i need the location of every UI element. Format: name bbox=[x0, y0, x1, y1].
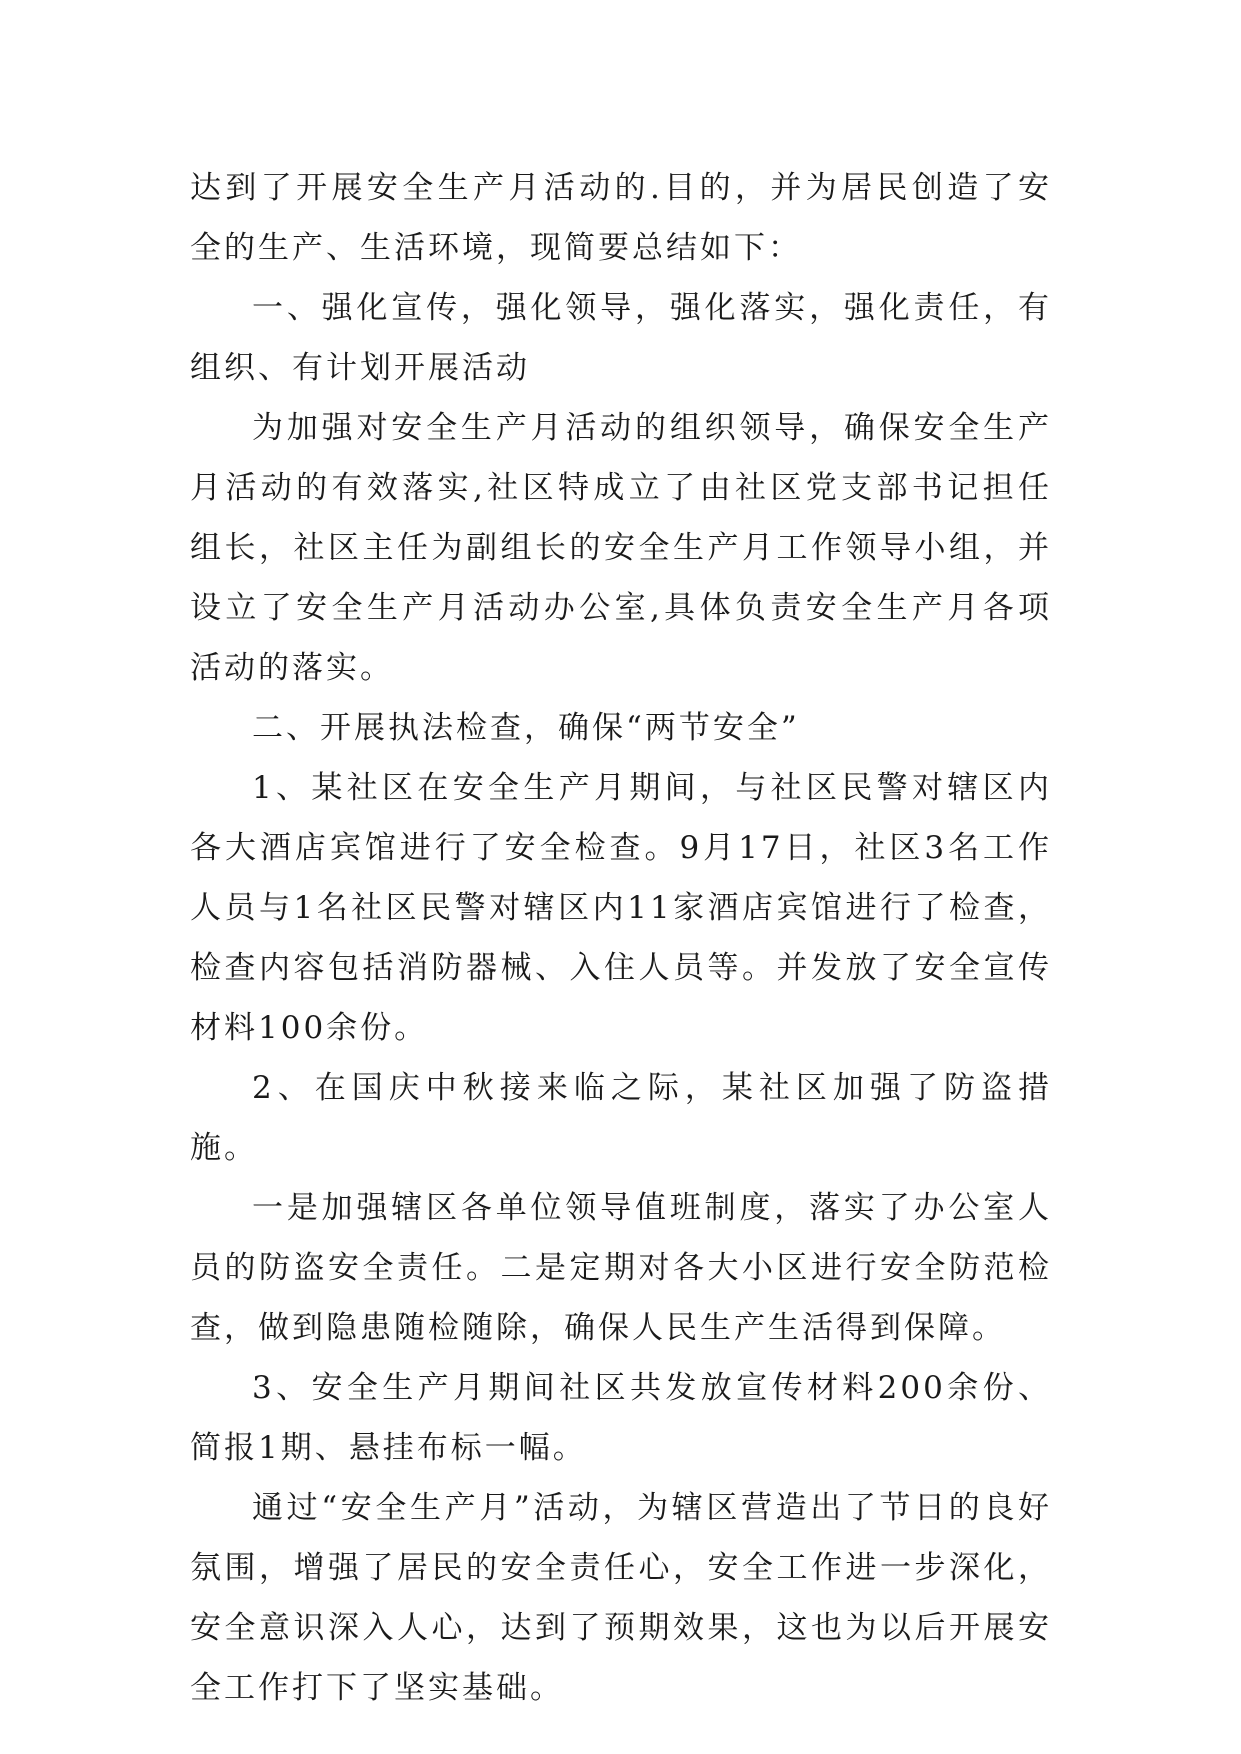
paragraph-intro-continuation: 达到了开展安全生产月活动的.目的，并为居民创造了安全的生产、生活环境，现简要总结如下： bbox=[190, 170, 1052, 266]
paragraph-item-2: 2、在国庆中秋接来临之际，某社区加强了防盗措施。 bbox=[190, 1070, 1052, 1166]
paragraph-anti-theft: 一是加强辖区各单位领导值班制度，落实了办公室人员的防盗安全责任。二是定期对各大小区进行安全防范检查，做到隐患随检随除，确保人民生产生活得到保障。 bbox=[190, 1190, 1052, 1346]
document-body bbox=[190, 158, 1052, 1718]
paragraph-conclusion: 通过“安全生产月”活动，为辖区营造出了节日的良好氛围，增强了居民的安全责任心，安全工作进一步深化，安全意识深入人心，达到了预期效果，这也为以后开展安全工作打下了坚实基础。 bbox=[190, 1490, 1052, 1706]
section-heading-2: 二、开展执法检查，确保“两节安全” bbox=[252, 710, 800, 746]
paragraph-item-1: 1、某社区在安全生产月期间，与社区民警对辖区内各大酒店宾馆进行了安全检查。9月17日，社区3名工作人员与1名社区民警对辖区内11家酒店宾馆进行了检查，检查内容包括消防器械、入住人员等。并发放了安全宣传材料100余份。 bbox=[190, 770, 1052, 1046]
paragraph-leadership: 为加强对安全生产月活动的组织领导，确保安全生产月活动的有效落实,社区特成立了由社区党支部书记担任组长，社区主任为副组长的安全生产月工作领导小组，并设立了安全生产月活动办公室,具体负责安全生产月各项活动的落实。 bbox=[190, 410, 1052, 686]
paragraph-item-3: 3、安全生产月期间社区共发放宣传材料200余份、简报1期、悬挂布标一幅。 bbox=[190, 1370, 1052, 1466]
section-heading-1: 一、强化宣传，强化领导，强化落实，强化责任，有组织、有计划开展活动 bbox=[190, 290, 1052, 386]
